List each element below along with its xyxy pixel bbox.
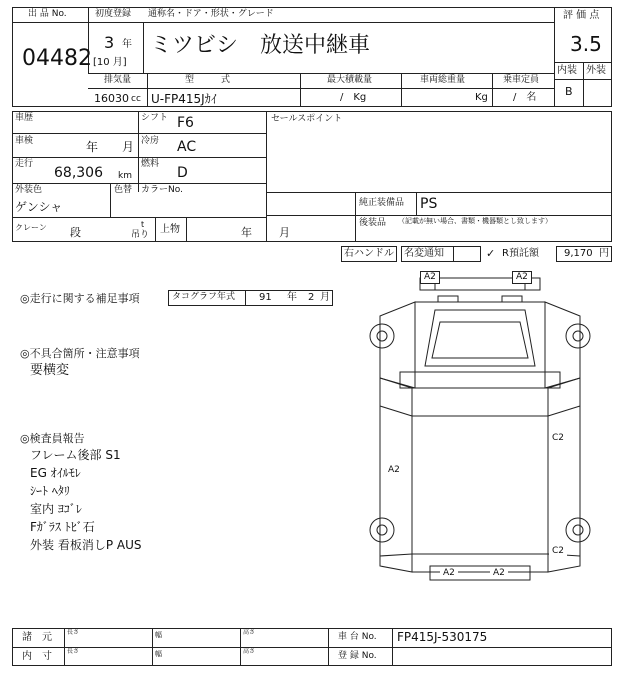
yen-unit: 円 (599, 248, 609, 259)
damage-mark-a2-top-left: A2 (420, 271, 440, 284)
interior-dim-label: 内 寸 (22, 651, 52, 662)
supplementary-title: ◎走行に関する補足事項 (20, 292, 140, 305)
mileage-label: 走行 (15, 159, 34, 169)
fuel-label: 燃料 (141, 159, 160, 169)
registration-month: [10 月] (93, 57, 127, 68)
aftermarket-label: 後装品 (359, 218, 387, 228)
report-line-4: 室内 ﾖｺﾞﾚ (30, 502, 82, 516)
genuine-equipment-label: 純正装備品 (359, 198, 405, 208)
car-name: ミツビシ 放送中継車 (150, 33, 371, 58)
crane-ton-unit: t (141, 220, 145, 229)
tachograph-month-unit: 月 (320, 292, 330, 303)
upper-body-label: 上物 (160, 224, 180, 235)
history-label: 車歴 (15, 113, 34, 123)
capacity-unit: / 名 (513, 92, 537, 103)
ac-value: AC (177, 139, 197, 155)
damage-mark-a2-bottom-right: A2 (490, 568, 508, 579)
upper-year-unit: 年 (241, 226, 252, 239)
name-change-label: 名変通知 (404, 248, 444, 259)
damage-mark-a2-bottom-left: A2 (440, 568, 458, 579)
spec-width-label: 幅 (155, 631, 162, 639)
spec-height-label: 高さ (243, 629, 256, 636)
damage-mark-a2-top-right: A2 (512, 271, 532, 284)
interior-grade: B (565, 85, 573, 98)
cc-unit: cc (131, 94, 141, 104)
color-label: 外装色 (15, 185, 43, 195)
name-change-check: ✓ (486, 247, 496, 260)
evaluation-score: 3.5 (570, 32, 602, 56)
sales-point-label: セールスポイント (271, 114, 343, 124)
damage-mark-c2-mid: C2 (549, 433, 567, 444)
ac-label: 冷房 (141, 136, 160, 146)
year-unit: 年 (122, 39, 132, 50)
name-grade-label: 通称名・ドア・形状・グレード (148, 9, 274, 19)
aftermarket-note: （記載が無い場合、書類・機器類とし致します） (398, 217, 552, 225)
handle-value: 右ハンドル (344, 248, 394, 259)
crane-label: クレーン (15, 223, 47, 232)
chassis-label: 車 台 No. (338, 632, 377, 642)
registration-no-label: 登 録 No. (338, 651, 377, 661)
spec-label: 諸 元 (22, 632, 52, 643)
chassis-number: FP415J-530175 (397, 630, 488, 644)
fuel-value: D (177, 165, 188, 181)
first-registration-label: 初度登録 (95, 9, 132, 19)
report-line-1: フレーム後部 S1 (30, 448, 121, 462)
inspection-year-unit: 年 (86, 140, 99, 154)
displacement-value: 16030 (94, 92, 129, 105)
score-label: 評 価 点 (563, 10, 600, 21)
displacement-label: 排気量 (104, 75, 132, 85)
km-unit: km (118, 171, 132, 181)
spec-length-label: 長さ (67, 629, 80, 636)
interior-label: 内装 (557, 65, 577, 76)
truck-diagram (360, 266, 610, 596)
lot-label: 出 品 No. (28, 9, 67, 19)
recycle-deposit-label: R預託額 (502, 248, 539, 259)
tachograph-year-unit: 年 (287, 292, 297, 303)
max-load-unit: / Kg (340, 92, 367, 103)
shift-value: F6 (177, 115, 194, 131)
genuine-equipment-value: PS (420, 196, 438, 212)
mileage-value: 68,306 (54, 165, 103, 181)
report-line-5: Fｶﾞﾗｽ ﾄﾋﾞ石 (30, 520, 95, 534)
tachograph-year: 91 (259, 292, 272, 303)
defect-text: 要横変 (30, 363, 70, 378)
model-label: 型 式 (185, 75, 231, 85)
report-line-2: EG ｵｲﾙﾓﾚ (30, 466, 81, 480)
recycle-deposit-value: 9,170 (564, 248, 593, 259)
interior-width-label: 幅 (155, 650, 162, 658)
report-line-3: ｼｰﾄ ﾍﾀﾘ (30, 484, 70, 498)
inspection-month-unit: 月 (122, 140, 135, 154)
tachograph-label: タコグラフ年式 (172, 292, 236, 302)
report-line-6: 外装 看板消しP AUS (30, 538, 142, 552)
crane-hang-unit: 吊り (131, 230, 150, 240)
damage-mark-a2-side: A2 (385, 465, 403, 476)
capacity-label: 乗車定員 (503, 75, 540, 85)
inspector-report-title: ◎検査員報告 (20, 432, 85, 445)
defect-title: ◎不具合箇所・注意事項 (20, 347, 140, 360)
interior-height-label: 高さ (243, 648, 256, 655)
color-value: ゲンシャ (15, 200, 63, 214)
interior-length-label: 長さ (67, 648, 80, 655)
registration-year: 3 (104, 33, 115, 52)
color-number-label: カラーNo. (141, 185, 183, 195)
damage-mark-c2-low: C2 (549, 546, 567, 557)
tachograph-month: 2 (308, 292, 315, 303)
gross-weight-label: 車両総重量 (420, 75, 466, 85)
model-code: U-FP415Jｶｲ (151, 92, 217, 106)
gross-weight-unit: Kg (475, 92, 488, 103)
inspection-label: 車検 (15, 136, 34, 146)
color-change-label: 色替 (114, 185, 133, 195)
crane-stage-unit: 段 (70, 226, 81, 239)
shift-label: シフト (141, 113, 169, 123)
exterior-label: 外装 (586, 65, 606, 76)
upper-month-unit: 月 (279, 226, 290, 239)
max-load-label: 最大積載量 (327, 75, 373, 85)
lot-number: 04482 (22, 46, 92, 71)
